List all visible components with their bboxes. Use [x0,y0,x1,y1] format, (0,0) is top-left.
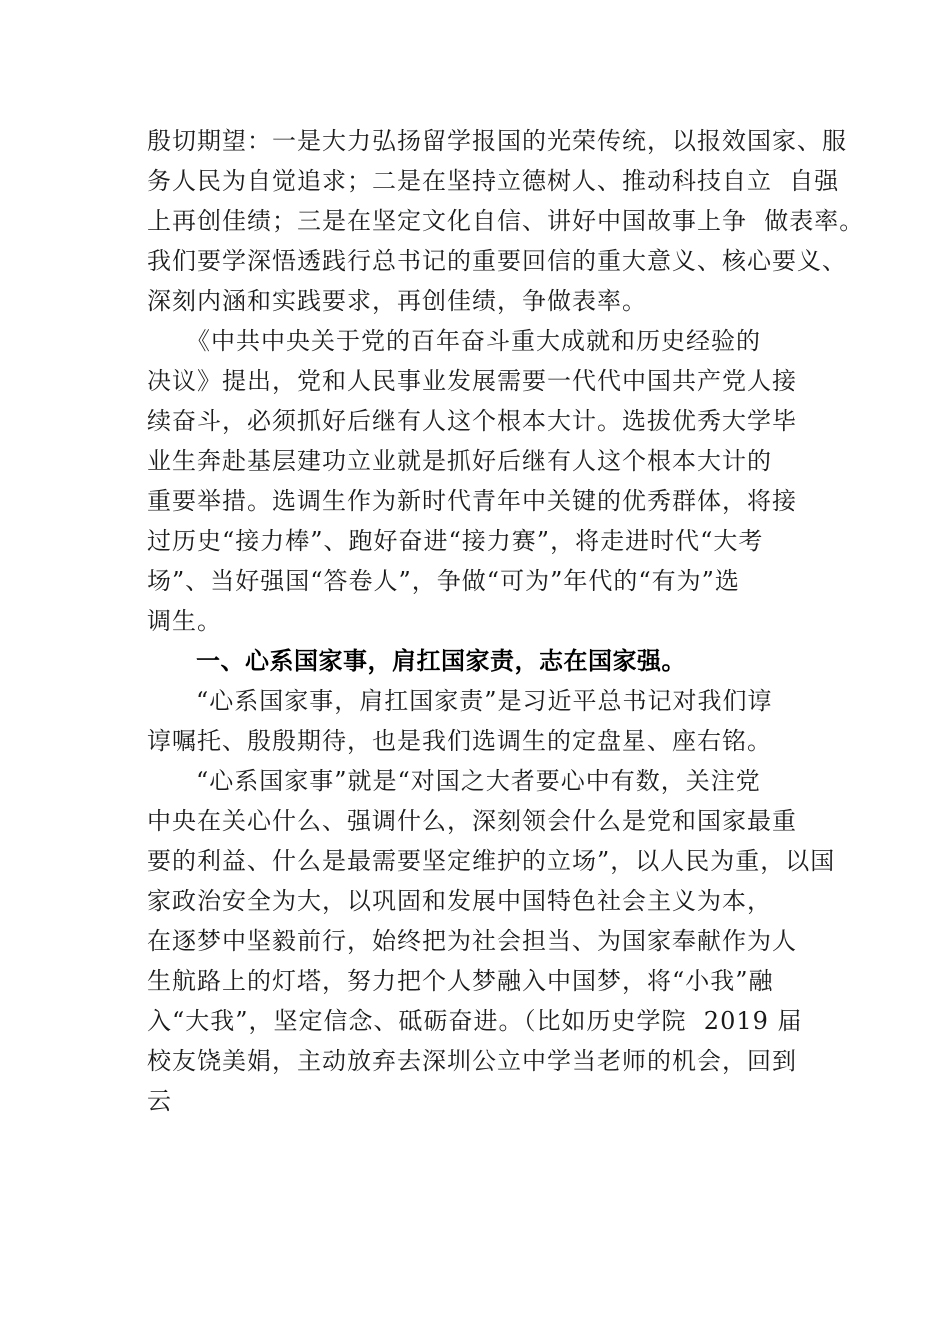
text-line: 业生奔赴基层建功立业就是抓好后继有人这个根本大计的 [147,447,772,475]
text-line: 要的利益、什么是最需要坚定维护的立场”，以人民为重，以国 [147,847,836,875]
text-line: 在逐梦中坚毅前行，始终把为社会担当、为国家奉献作为人 [147,927,797,955]
text-line: 生航路上的灯塔，努力把个人梦融入中国梦，将“小我”融 [147,967,774,995]
text-line: 我们要学深悟透践行总书记的重要回信的重大意义、核心要义、 [147,247,847,275]
text-line: 校友饶美娟，主动放弃去深圳公立中学当老师的机会，回到 [147,1047,797,1075]
text-line: 入“大我”，坚定信念、砥砺奋进。（比如历史学院 2019 届 [147,1007,803,1035]
text-line: 谆嘱托、殷殷期待，也是我们选调生的定盘星、座右铭。 [147,727,772,755]
text-line: 殷切期望：一是大力弘扬留学报国的光荣传统，以报效国家、服 [147,127,847,155]
section-heading: 一、心系国家事，肩扛国家责，志在国家强。 [196,647,686,675]
paragraph-first-line: 《中共中央关于党的百年奋斗重大成就和历史经验的 [186,327,761,355]
text-line: 云 [147,1087,172,1115]
text-line: 调生。 [147,607,222,635]
text-line: 家政治安全为大，以巩固和发展中国特色社会主义为本， [147,887,772,915]
paragraph-first-line: “心系国家事，肩扛国家责”是习近平总书记对我们谆 [196,687,773,715]
text-line: 重要举措。选调生作为新时代青年中关键的优秀群体，将接 [147,487,797,515]
text-line: 深刻内涵和实践要求，再创佳绩，争做表率。 [147,287,647,315]
text-line: 续奋斗，必须抓好后继有人这个根本大计。选拔优秀大学毕 [147,407,797,435]
text-line: 决议》提出，党和人民事业发展需要一代代中国共产党人接 [147,367,797,395]
text-line: 过历史“接力棒”、跑好奋进“接力赛”，将走进时代“大考 [147,527,764,555]
text-line: 务人民为自觉追求；二是在坚持立德树人、推动科技自立 自强 [147,167,840,195]
paragraph-first-line: “心系国家事”就是“对国之大者要心中有数，关注党 [196,767,761,795]
text-line: 中央在关心什么、强调什么，深刻领会什么是党和国家最重 [147,807,797,835]
text-line: 上再创佳绩；三是在坚定文化自信、讲好中国故事上争 做表率。 [147,207,865,235]
text-line: 场”、当好强国“答卷人”，争做“可为”年代的“有为”选 [147,567,740,595]
